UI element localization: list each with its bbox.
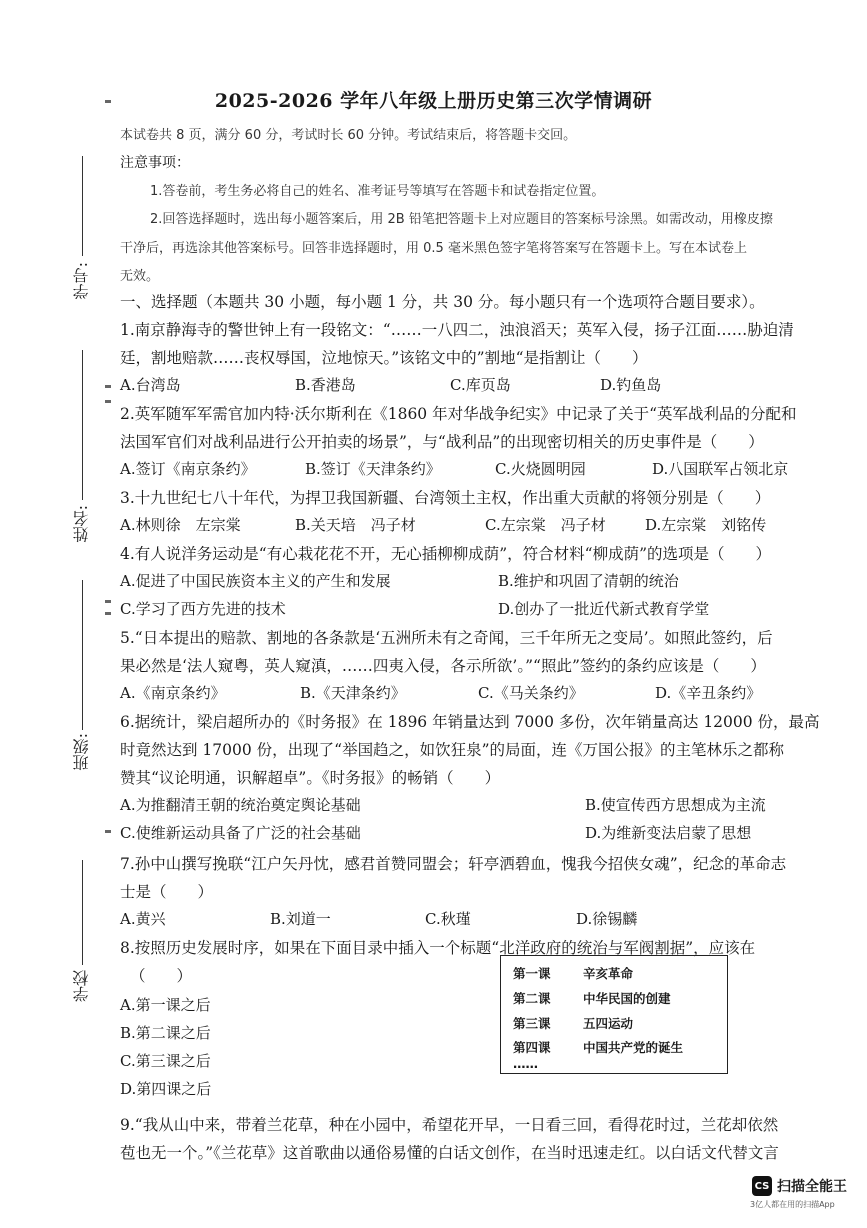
exam-title: 2025-2026 学年八年级上册历史第三次学情调研 (214, 90, 653, 112)
q4-option-c: C.学习了西方先进的技术 (120, 600, 286, 618)
q3-option-b: B.关天培 冯子材 (295, 516, 416, 534)
toc-lesson: 第一课 (513, 966, 551, 981)
toc-lesson: 第二课 (513, 991, 551, 1006)
q2-option-a: A.签订《南京条约》 (120, 460, 256, 478)
q9-stem-line-2: 苞也无一个。”《兰花草》这首歌曲以通俗易懂的白话文创作，在当时迅速走红。以白话文代替文言 (120, 1144, 779, 1162)
q4-option-a: A.促进了中国民族资本主义的产生和发展 (120, 572, 391, 590)
toc-title: 中国共产党的诞生 (583, 1040, 684, 1055)
table-of-contents-box (500, 955, 728, 1074)
scanner-badge (752, 1176, 847, 1196)
q8-option-a: A.第一课之后 (120, 996, 211, 1014)
q3-option-a: A.林则徐 左宗棠 (120, 516, 241, 534)
q6-option-a: A.为推翻清王朝的统治奠定舆论基础 (120, 796, 361, 814)
q1-stem-line-2: 廷，割地赔款……丧权辱国，泣地惊天。”该铭文中的”割地“是指割让（ ） (120, 349, 648, 367)
q6-stem-line-3: 赞其“议论明通，识解超卓”。《时务报》的畅销（ ） (120, 769, 501, 787)
q5-option-d: D.《辛丑条约》 (655, 684, 762, 702)
scanner-app-name: 扫描全能王 (777, 1179, 847, 1195)
exam-intro: 本试卷共 8 页，满分 60 分，考试时长 60 分钟。考试结束后，将答题卡交回。 (120, 128, 577, 143)
q5-option-c: C.《马关条约》 (478, 684, 584, 702)
school-label: 学校 (72, 970, 91, 1002)
q4-stem: 4.有人说洋务运动是“有心栽花花不开，无心插柳柳成荫”，符合材料“柳成荫”的选项是（ ） (120, 545, 771, 563)
q5-stem-line-2: 果必然是‘法人窥粤，英人窥滇，……四夷入侵，各示所欲’。”“照此”签约的条约应该是（ ） (120, 657, 766, 675)
binding-dash (105, 612, 111, 615)
class-label: 班级: (72, 733, 91, 771)
toc-lesson: 第三课 (513, 1016, 551, 1031)
q2-option-b: B.签订《天津条约》 (305, 460, 441, 478)
q5-stem-line-1: 5.“日本提出的赔款、割地的各条款是‘五洲所未有之奇闻，三千年所无之变局’。如照此签约，后 (120, 629, 773, 647)
q6-option-d: D.为维新变法启蒙了思想 (585, 824, 752, 842)
q7-stem-line-1: 7.孙中山撰写挽联“江户矢丹忱，感君首赞同盟会；轩亭洒碧血，愧我今招侠女魂”，纪念的革命志 (120, 855, 787, 873)
q8-stem-line-1: 8.按照历史发展时序，如果在下面目录中插入一个标题“北洋政府的统治与军阀割据”，应该在 (120, 939, 756, 957)
scanner-tagline: 3亿人都在用的扫描App (750, 1200, 835, 1209)
q1-option-d: D.钓鱼岛 (600, 376, 662, 394)
margin-line-class (82, 580, 83, 730)
margin-line-student-id (82, 156, 83, 256)
q6-option-b: B.使宣传西方思想成为主流 (585, 796, 766, 814)
q5-option-b: B.《天津条约》 (300, 684, 406, 702)
q4-option-b: B.维护和巩固了清朝的统治 (498, 572, 679, 590)
q5-option-a: A.《南京条约》 (120, 684, 226, 702)
q4-option-d: D.创办了一批近代新式教育学堂 (498, 600, 710, 618)
q3-option-d: D.左宗棠 刘铭传 (645, 516, 767, 534)
q8-stem-line-2: （ ） (130, 967, 193, 985)
q3-option-c: C.左宗棠 冯子材 (485, 516, 606, 534)
toc-lesson: 第四课 (513, 1040, 551, 1055)
q2-option-c: C.火烧圆明园 (495, 460, 586, 478)
q1-option-b: B.香港岛 (295, 376, 356, 394)
margin-line-school (82, 860, 83, 965)
q1-stem-line-1: 1.南京静海寺的警世钟上有一段铭文：“……一八四二，浊浪滔天；英军入侵，扬子江面……胁迫清 (120, 321, 794, 339)
binding-dash (105, 830, 111, 833)
toc-title: 中华民国的创建 (583, 991, 671, 1006)
q2-stem-line-2: 法国军官们对战利品进行公开拍卖的场景”，与“战利品”的出现密切相关的历史事件是（ ） (120, 433, 764, 451)
q7-option-c: C.秋瑾 (425, 910, 471, 928)
note-2-line-3: 无效。 (120, 269, 160, 284)
q7-option-d: D.徐锡麟 (576, 910, 638, 928)
section-heading: 一、选择题（本题共 30 小题，每小题 1 分，共 30 分。每小题只有一个选项符合题目要求）。 (120, 293, 765, 311)
student-id-label: 学号: (72, 262, 91, 300)
q8-option-b: B.第二课之后 (120, 1024, 211, 1042)
binding-dash (105, 385, 111, 388)
q7-option-b: B.刘道一 (270, 910, 331, 928)
toc-title: 五四运动 (583, 1016, 634, 1031)
toc-row (513, 964, 633, 982)
q7-stem-line-2: 士是（ ） (120, 883, 214, 901)
q6-stem-line-2: 时竟然达到 17000 份，出现了“举国趋之，如饮狂泉”的局面，连《万国公报》的主笔林乐之都称 (120, 741, 785, 759)
note-2-line-1: 2.回答选择题时，选出每小题答案后，用 2B 铅笔把答题卡上对应题目的答案标号涂黑。如需改动，用橡皮擦 (150, 212, 773, 227)
notes-heading: 注意事项： (120, 155, 190, 171)
margin-line-name (82, 350, 83, 500)
q3-stem: 3.十九世纪七八十年代，为捍卫我国新疆、台湾领土主权，作出重大贡献的将领分别是（ ） (120, 489, 771, 507)
camscanner-logo-icon: CS (752, 1176, 772, 1196)
q6-option-c: C.使维新运动具备了广泛的社会基础 (120, 824, 361, 842)
toc-ellipsis: …… (513, 1056, 538, 1071)
q6-stem-line-1: 6.据统计，梁启超所办的《时务报》在 1896 年销量达到 7000 多份，次年销量高达 12000 份，最高 (120, 713, 820, 731)
toc-row (513, 989, 671, 1007)
toc-row (513, 1038, 683, 1056)
name-label: 姓名: (72, 505, 91, 543)
note-1: 1.答卷前，考生务必将自己的姓名、准考证号等填写在答题卡和试卷指定位置。 (150, 184, 605, 199)
toc-row (513, 1014, 633, 1032)
q2-option-d: D.八国联军占领北京 (652, 460, 789, 478)
binding-dash (105, 400, 111, 403)
q2-stem-line-1: 2.英军随军军需官加内特·沃尔斯利在《1860 年对华战争纪实》中记录了关于“英军战利品的分配和 (120, 405, 797, 423)
q1-option-c: C.库页岛 (450, 376, 511, 394)
binding-dash (105, 600, 111, 603)
toc-title: 辛亥革命 (583, 966, 634, 981)
q1-option-a: A.台湾岛 (120, 376, 181, 394)
q7-option-a: A.黄兴 (120, 910, 166, 928)
note-2-line-2: 干净后，再选涂其他答案标号。回答非选择题时，用 0.5 毫米黑色签字笔将答案写在答题卡上。写在本试卷上 (120, 241, 747, 256)
q8-option-d: D.第四课之后 (120, 1080, 212, 1098)
q9-stem-line-1: 9.“我从山中来，带着兰花草，种在小园中，希望花开早，一日看三回，看得花时过，兰花却依然 (120, 1116, 779, 1134)
q8-option-c: C.第三课之后 (120, 1052, 211, 1070)
